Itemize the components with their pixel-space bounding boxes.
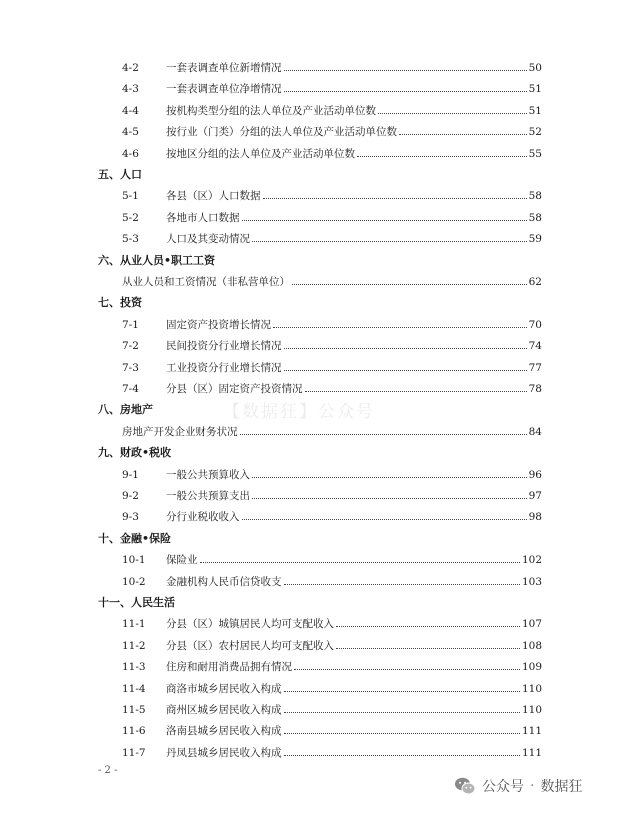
- brand-separator: ·: [530, 778, 535, 794]
- toc-entry-title: 一般公共预算收入: [166, 469, 250, 481]
- toc-entry[interactable]: [0, 102, 639, 120]
- toc-entry-title: 按地区分组的法人单位及产业活动单位数: [166, 148, 355, 160]
- brand-label: 公众号: [482, 779, 524, 795]
- toc-entry-title: 分行业税收收入: [166, 511, 240, 523]
- toc-entry[interactable]: [0, 59, 639, 77]
- toc-entry-title: 分县（区）固定资产投资情况: [166, 383, 303, 395]
- toc-entry-page: 74: [528, 340, 542, 352]
- toc-entry-title: 住房和耐用消费品拥有情况: [166, 661, 292, 673]
- dot-leader: [378, 112, 527, 114]
- toc-entry[interactable]: [0, 573, 639, 591]
- toc-entry[interactable]: [0, 80, 639, 98]
- toc-entry-number: 11-6: [122, 725, 146, 737]
- dot-leader: [336, 625, 520, 627]
- toc-entry-title: 商洛市城乡居民收入构成: [166, 683, 282, 695]
- dot-leader: [200, 561, 520, 563]
- toc-entry-number: 7-1: [122, 319, 139, 331]
- toc-entry-number: 11-4: [122, 683, 146, 695]
- toc-entry-page: 97: [528, 490, 542, 502]
- toc-entry-page: 51: [528, 105, 542, 117]
- toc-entry-number: 4-5: [122, 126, 139, 138]
- dot-leader: [357, 155, 527, 157]
- dot-leader: [305, 390, 527, 392]
- dot-leader: [242, 219, 527, 221]
- section-heading: 七、投资: [98, 296, 142, 309]
- toc-entry-number: 7-3: [122, 362, 139, 374]
- dot-leader: [284, 369, 527, 371]
- toc-entry[interactable]: [0, 359, 639, 377]
- toc-entry[interactable]: [0, 230, 639, 248]
- dot-leader: [284, 754, 520, 756]
- toc-entry-page: 110: [521, 683, 542, 695]
- toc-entry-title: 各县（区）人口数据: [166, 190, 261, 202]
- wechat-icon: [454, 776, 476, 796]
- dot-leader: [284, 732, 520, 734]
- toc-entry[interactable]: [0, 508, 639, 526]
- toc-entry-title: 一般公共预算支出: [166, 490, 250, 502]
- toc-entry-number: 5-3: [122, 233, 139, 245]
- dot-leader: [252, 497, 527, 499]
- dot-leader: [240, 433, 527, 435]
- dot-leader: [284, 690, 520, 692]
- toc-entry-page: 111: [521, 747, 542, 759]
- toc-entry-title: 金融机构人民币信贷收支: [166, 576, 282, 588]
- toc-entry-page: 84: [528, 426, 542, 438]
- toc-entry[interactable]: [0, 637, 639, 655]
- toc-entry-page: 96: [528, 469, 542, 481]
- toc-entry-number: 5-2: [122, 212, 139, 224]
- dot-leader: [252, 240, 527, 242]
- dot-leader: [284, 583, 520, 585]
- dot-leader: [284, 90, 527, 92]
- toc-entry-title: 一套表调查单位净增情况: [166, 83, 282, 95]
- toc-entry-title: 民间投资分行业增长情况: [166, 340, 282, 352]
- toc-entry-number: 11-5: [122, 704, 146, 716]
- section-heading: 九、财政•税收: [98, 446, 172, 459]
- toc-entry-page: 111: [521, 725, 542, 737]
- toc-entry-page: 78: [528, 383, 542, 395]
- toc-entry-page: 52: [528, 126, 542, 138]
- dot-leader: [284, 69, 527, 71]
- watermark: 【数据狂】公众号: [223, 402, 375, 422]
- toc-entry-number: 9-1: [122, 469, 139, 481]
- toc-entry-number: 9-2: [122, 490, 139, 502]
- toc-entry-title: 人口及其变动情况: [166, 233, 250, 245]
- toc-entry-page: 107: [521, 618, 542, 630]
- toc-entry-title: 一套表调查单位新增情况: [166, 62, 282, 74]
- toc-entry[interactable]: [0, 658, 639, 676]
- toc-entry-title: 按行业（门类）分组的法人单位及产业活动单位数: [166, 126, 397, 138]
- toc-entry-title: 从业人员和工资情况（非私营单位）: [122, 276, 290, 288]
- toc-entry-page: 109: [521, 661, 542, 673]
- toc-entry-page: 102: [521, 554, 542, 566]
- toc-entry-page: 110: [521, 704, 542, 716]
- dot-leader: [242, 518, 527, 520]
- toc-entry-number: 10-2: [122, 576, 146, 588]
- toc-entry-title: 各地市人口数据: [166, 212, 240, 224]
- section-heading: 五、人口: [98, 168, 142, 181]
- toc-entry-page: 98: [528, 511, 542, 523]
- toc-entry-number: 4-6: [122, 148, 139, 160]
- toc-entry-number: 4-3: [122, 83, 139, 95]
- toc-entry[interactable]: [0, 209, 639, 227]
- toc-entry-page: 55: [528, 148, 542, 160]
- toc-entry-number: 4-2: [122, 62, 139, 74]
- toc-entry-title: 工业投资分行业增长情况: [166, 362, 282, 374]
- toc-entry-page: 108: [521, 640, 542, 652]
- toc-entry[interactable]: [0, 487, 639, 505]
- toc-entry-number: 9-3: [122, 511, 139, 523]
- dot-leader: [284, 347, 527, 349]
- dot-leader: [263, 197, 527, 199]
- toc-entry[interactable]: [0, 701, 639, 719]
- toc-entry-title: 分县（区）城镇居民人均可支配收入: [166, 618, 334, 630]
- toc-entry[interactable]: [0, 744, 639, 762]
- dot-leader: [336, 647, 520, 649]
- toc-entry[interactable]: [0, 680, 639, 698]
- section-heading: 六、从业人员•职工工资: [98, 254, 216, 267]
- toc-entry-page: 51: [528, 83, 542, 95]
- toc-entry[interactable]: [0, 337, 639, 355]
- toc-entry[interactable]: [0, 380, 639, 398]
- toc-entry-page: 59: [528, 233, 542, 245]
- toc-entry[interactable]: [0, 273, 639, 291]
- toc-entry[interactable]: [0, 423, 639, 441]
- section-heading: 十、金融•保险: [98, 532, 172, 545]
- dot-leader: [399, 133, 527, 135]
- toc-entry-page: 50: [528, 62, 542, 74]
- toc-entry-page: 62: [528, 276, 542, 288]
- page-number: - 2 -: [98, 765, 118, 776]
- toc-entry-title: 固定资产投资增长情况: [166, 319, 271, 331]
- toc-entry-number: 11-7: [122, 747, 146, 759]
- toc-entry[interactable]: [0, 123, 639, 141]
- toc-entry-page: 58: [528, 190, 542, 202]
- toc-entry-page: 103: [521, 576, 542, 588]
- toc-entry[interactable]: [0, 615, 639, 633]
- toc-entry-number: 11-2: [122, 640, 146, 652]
- toc-entry-title: 房地产开发企业财务状况: [122, 426, 238, 438]
- toc-entry[interactable]: [0, 187, 639, 205]
- footer-brand: [454, 772, 582, 800]
- toc-entry-number: 4-4: [122, 105, 139, 117]
- dot-leader: [294, 668, 520, 670]
- dot-leader: [252, 476, 527, 478]
- section-heading: 十一、人民生活: [98, 596, 175, 609]
- toc-entry-title: 丹凤县城乡居民收入构成: [166, 747, 282, 759]
- toc-entry-number: 11-1: [122, 618, 146, 630]
- toc-entry-number: 7-2: [122, 340, 139, 352]
- section-heading: 八、房地产: [98, 403, 153, 416]
- toc-entry[interactable]: [0, 551, 639, 569]
- dot-leader: [292, 283, 527, 285]
- toc-entry-title: 商州区城乡居民收入构成: [166, 704, 282, 716]
- toc-entry[interactable]: [0, 316, 639, 334]
- toc-entry-page: 70: [528, 319, 542, 331]
- toc-entry-title: 保险业: [166, 554, 198, 566]
- toc-entry[interactable]: [0, 722, 639, 740]
- toc-entry-title: 洛南县城乡居民收入构成: [166, 725, 282, 737]
- dot-leader: [273, 326, 527, 328]
- brand-name: 数据狂: [540, 779, 583, 795]
- dot-leader: [284, 711, 520, 713]
- toc-entry[interactable]: [0, 466, 639, 484]
- toc-entry-title: 分县（区）农村居民人均可支配收入: [166, 640, 334, 652]
- toc-entry-number: 10-1: [122, 554, 146, 566]
- toc-entry-page: 77: [528, 362, 542, 374]
- toc-entry-page: 58: [528, 212, 542, 224]
- toc-entry[interactable]: [0, 145, 639, 163]
- toc-entry-number: 5-1: [122, 190, 139, 202]
- toc-entry-number: 7-4: [122, 383, 139, 395]
- toc-entry-title: 按机构类型分组的法人单位及产业活动单位数: [166, 105, 376, 117]
- toc-entry-number: 11-3: [122, 661, 146, 673]
